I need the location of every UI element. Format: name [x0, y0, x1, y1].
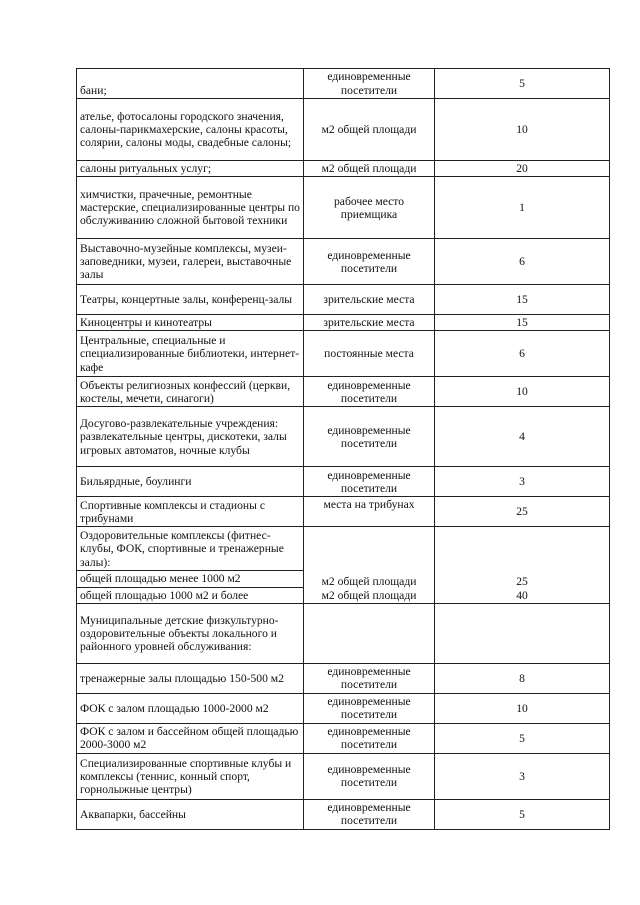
fitness-unit-1: м2 общей площади — [321, 575, 417, 589]
unit: единовременные посетители — [304, 467, 435, 497]
object-name: ателье, фотосалоны городского значения, салоны-парикмахерские, салоны красоты, солярии, салоны моды, свадебные салоны; — [77, 99, 304, 161]
value: 8 — [435, 663, 610, 693]
object-name: ФОК с залом и бассейном общей площадью 2000-3000 м2 — [77, 723, 304, 753]
empty-cell — [304, 603, 435, 663]
object-name: Центральные, специальные и специализированные библиотеки, интернет-кафе — [77, 331, 304, 377]
fitness-sub1-name: общей площадью менее 1000 м2 — [77, 571, 304, 587]
table-row — [77, 285, 610, 315]
table-row — [77, 497, 610, 527]
municipal-header-row — [77, 603, 610, 663]
unit: единовременные посетители — [304, 693, 435, 723]
unit: единовременные посетители — [304, 753, 435, 799]
unit: м2 общей площади — [304, 99, 435, 161]
object-name: ФОК с залом площадью 1000-2000 м2 — [77, 693, 304, 723]
value: 5 — [435, 723, 610, 753]
table-row — [77, 99, 610, 161]
unit: единовременные посетители — [304, 799, 435, 829]
table-row — [77, 663, 610, 693]
unit: рабочее место приемщика — [304, 177, 435, 239]
value: 25 — [435, 497, 610, 527]
value: 6 — [435, 331, 610, 377]
unit: зрительские места — [304, 315, 435, 331]
table-row — [77, 161, 610, 177]
object-name: Киноцентры и кинотеатры — [77, 315, 304, 331]
object-name: тренажерные залы площадью 150-500 м2 — [77, 663, 304, 693]
object-name: химчистки, прачечные, ремонтные мастерские, специализированные центры по обслуживанию сложной бытовой техники — [77, 177, 304, 239]
unit: единовременные посетители — [304, 239, 435, 285]
value: 1 — [435, 177, 610, 239]
unit: постоянные места — [304, 331, 435, 377]
unit: единовременные посетители — [304, 377, 435, 407]
unit: места на трибунах — [304, 497, 435, 527]
fitness-group-header-row — [77, 527, 610, 571]
fitness-unit-2: м2 общей площади — [321, 588, 417, 602]
fitness-units — [304, 527, 435, 603]
table-row — [77, 723, 610, 753]
table-row — [77, 177, 610, 239]
value: 10 — [435, 377, 610, 407]
table-row — [77, 693, 610, 723]
object-name: Аквапарки, бассейны — [77, 799, 304, 829]
value: 6 — [435, 239, 610, 285]
object-name: Специализированные спортивные клубы и комплексы (теннис, конный спорт, горнолыжные центры) — [77, 753, 304, 799]
empty-cell — [435, 603, 610, 663]
fitness-value-1: 25 — [516, 575, 528, 589]
unit: единовременные посетители — [304, 723, 435, 753]
table-row — [77, 331, 610, 377]
object-name: Театры, концертные залы, конференц-залы — [77, 285, 304, 315]
table-row — [77, 69, 610, 99]
value: 15 — [435, 315, 610, 331]
unit: м2 общей площади — [304, 161, 435, 177]
table-row — [77, 315, 610, 331]
unit: единовременные посетители — [304, 407, 435, 467]
municipal-header: Муниципальные детские физкультурно-оздоровительные объекты локального и районного уровней обслуживания: — [77, 603, 304, 663]
unit: единовременные посетители — [304, 663, 435, 693]
table-row — [77, 407, 610, 467]
object-name: Досугово-развлекательные учреждения: развлекательные центры, дискотеки, залы игровых автоматов, ночные клубы — [77, 407, 304, 467]
object-name: салоны ритуальных услуг; — [77, 161, 304, 177]
value: 15 — [435, 285, 610, 315]
fitness-value-2: 40 — [516, 588, 528, 602]
value: 10 — [435, 99, 610, 161]
table-row — [77, 377, 610, 407]
fitness-values — [435, 527, 610, 603]
object-name: бани; — [77, 69, 304, 99]
value: 10 — [435, 693, 610, 723]
table-row — [77, 467, 610, 497]
parking-norms-table — [76, 68, 610, 830]
fitness-sub2-name: общей площадью 1000 м2 и более — [77, 587, 304, 603]
table-row — [77, 753, 610, 799]
object-name: Выставочно-музейные комплексы, музеи-заповедники, музеи, галереи, выставочные залы — [77, 239, 304, 285]
value: 5 — [435, 69, 610, 99]
object-name: Бильярдные, боулинги — [77, 467, 304, 497]
unit: зрительские места — [304, 285, 435, 315]
value: 3 — [435, 753, 610, 799]
fitness-header: Оздоровительные комплексы (фитнес-клубы, ФОК, спортивные и тренажерные залы): — [77, 527, 304, 571]
value: 20 — [435, 161, 610, 177]
table-row — [77, 239, 610, 285]
unit: единовременные посетители — [304, 69, 435, 99]
value: 5 — [435, 799, 610, 829]
object-name: Объекты религиозных конфессий (церкви, костелы, мечети, синагоги) — [77, 377, 304, 407]
table-row — [77, 799, 610, 829]
object-name: Спортивные комплексы и стадионы с трибунами — [77, 497, 304, 527]
value: 3 — [435, 467, 610, 497]
value: 4 — [435, 407, 610, 467]
